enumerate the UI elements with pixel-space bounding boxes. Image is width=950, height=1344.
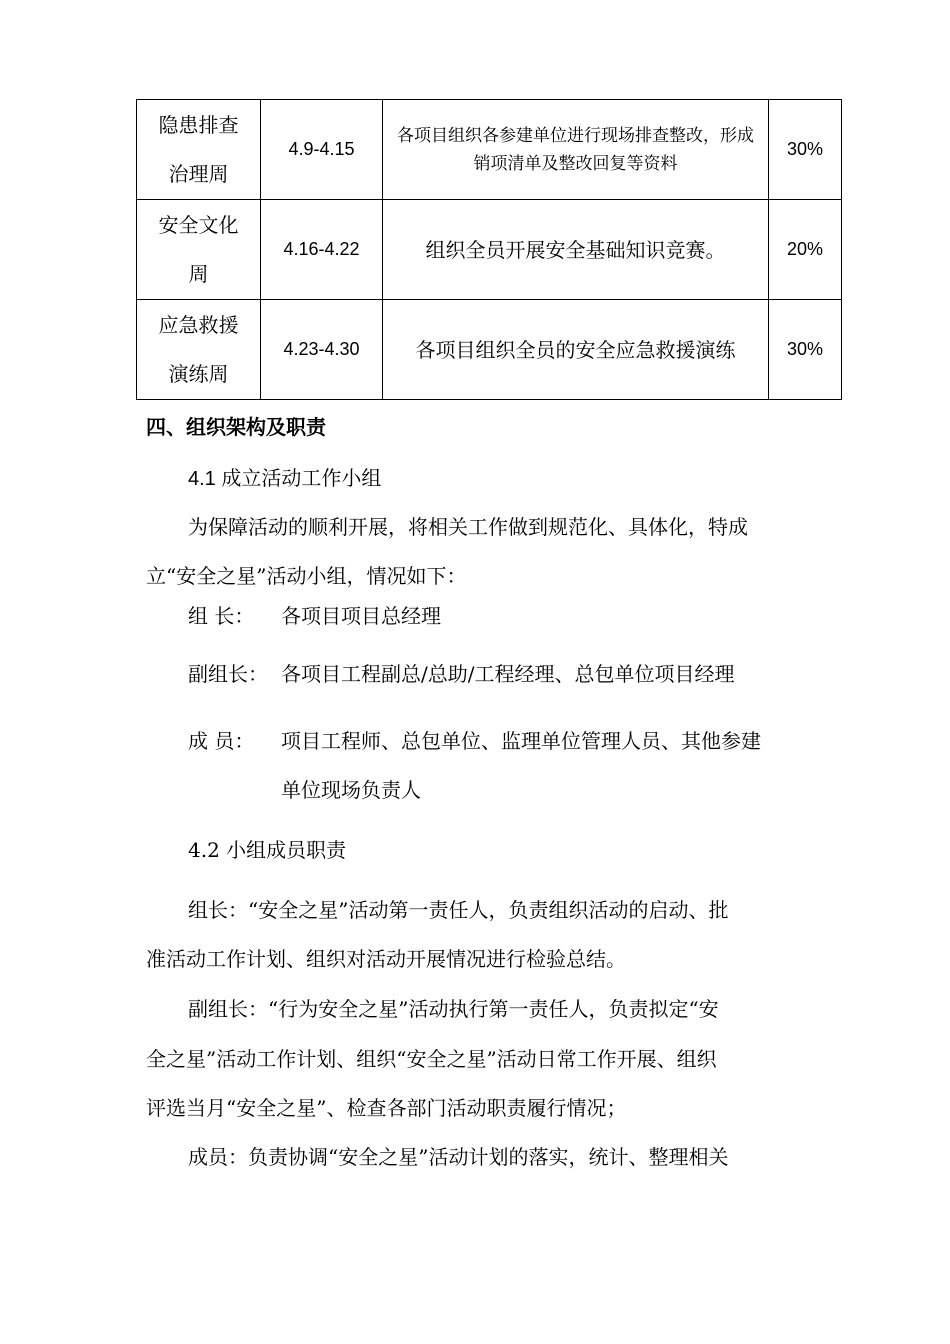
table-row: [137, 100, 842, 200]
activity-cell: 组织全员开展安全基础知识竞赛。: [383, 200, 769, 300]
member-duty: 各项目工程副总/总助/工程经理、总包单位项目经理: [281, 662, 735, 686]
week-name-line: 演练周: [168, 361, 229, 386]
week-name-cell: [137, 200, 261, 300]
week-name-line: 治理周: [168, 161, 229, 186]
subsection-title: 4.1 成立活动工作小组: [188, 468, 382, 490]
paragraph-line: 立“安全之星”活动小组，情况如下：: [146, 564, 467, 588]
percent-cell: 20%: [769, 200, 842, 300]
week-name-line: 安全文化: [158, 212, 239, 237]
table-row: [137, 300, 842, 400]
section-heading: 四、组织架构及职责: [146, 415, 326, 439]
table-row: [137, 200, 842, 300]
week-name-cell: [137, 100, 261, 200]
paragraph-line: 成员：负责协调“安全之星”活动计划的落实，统计、整理相关: [188, 1145, 729, 1169]
paragraph-line: 全之星”活动工作计划、组织“安全之星”活动日常工作开展、组织: [146, 1047, 717, 1071]
paragraph-line: 组长：“安全之星”活动第一责任人，负责组织活动的启动、批: [188, 898, 729, 922]
paragraph-line: 副组长：“行为安全之星”活动执行第一责任人，负责拟定“安: [188, 997, 719, 1021]
member-role: 组 长：: [188, 604, 255, 628]
date-range-cell: 4.9-4.15: [261, 100, 383, 200]
member-duty: 单位现场负责人: [281, 778, 421, 802]
member-role: 副组长：: [188, 662, 268, 686]
date-range-cell: 4.16-4.22: [261, 200, 383, 300]
date-range-cell: 4.23-4.30: [261, 300, 383, 400]
paragraph-line: 为保障活动的顺利开展，将相关工作做到规范化、具体化，特成: [188, 515, 748, 539]
week-name-line: 应急救援: [158, 312, 239, 337]
percent-cell: 30%: [769, 100, 842, 200]
member-duty: 项目工程师、总包单位、监理单位管理人员、其他参建: [281, 729, 761, 753]
member-role: 成 员：: [188, 729, 255, 753]
week-name-cell: [137, 300, 261, 400]
activity-cell: 各项目组织全员的安全应急救援演练: [383, 300, 769, 400]
activity-schedule-table: [136, 99, 842, 400]
paragraph-line: 准活动工作计划、组织对活动开展情况进行检验总结。: [146, 947, 626, 971]
paragraph-line: 评选当月“安全之星”、检查各部门活动职责履行情况；: [146, 1096, 627, 1120]
activity-cell: 各项目组织各参建单位进行现场排查整改，形成销项清单及整改回复等资料: [383, 100, 769, 200]
percent-cell: 30%: [769, 300, 842, 400]
week-name-line: 周: [188, 261, 209, 286]
member-duty: 各项目项目总经理: [281, 604, 441, 628]
subsection-title: 4.2 小组成员职责: [188, 838, 347, 862]
week-name-line: 隐患排查: [158, 112, 239, 137]
